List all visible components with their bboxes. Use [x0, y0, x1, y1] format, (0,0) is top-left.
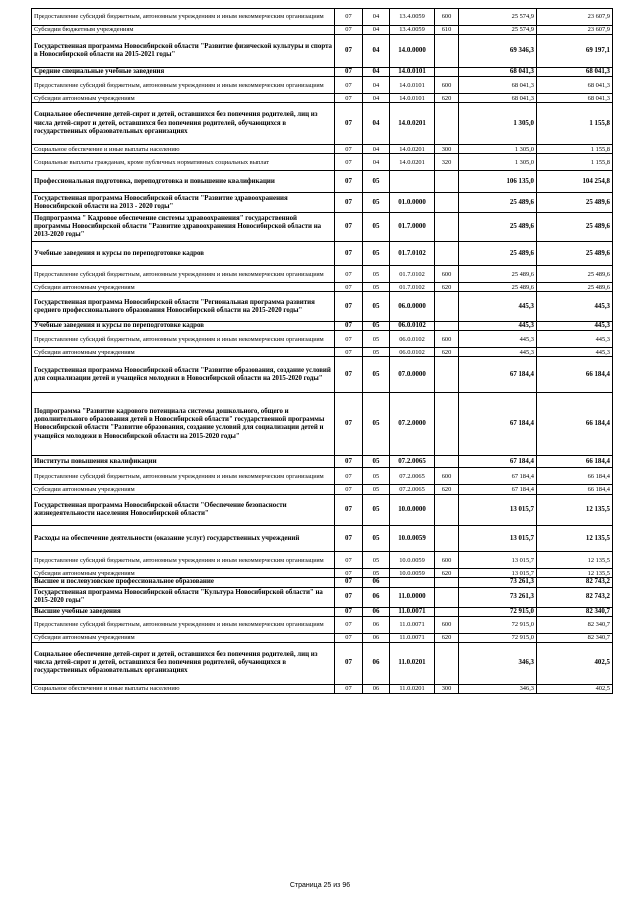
cell-pr: 05 — [363, 456, 390, 468]
cell-rz: 07 — [335, 616, 363, 633]
cell-rz: 07 — [335, 393, 363, 456]
cell-name: Профессиональная подготовка, переподготовка и повышение квалификации — [32, 171, 335, 193]
cell-rz: 07 — [335, 26, 363, 35]
cell-rz: 07 — [335, 569, 363, 578]
cell-csr: 14.0.0101 — [390, 68, 435, 77]
cell-s2: 445,3 — [537, 348, 613, 357]
cell-pr: 06 — [363, 642, 390, 684]
cell-s2: 402,5 — [537, 684, 613, 693]
cell-vr — [435, 292, 459, 322]
cell-rz: 07 — [335, 468, 363, 485]
budget-table — [31, 8, 613, 694]
cell-pr: 06 — [363, 607, 390, 616]
cell-name: Средние специальные учебные заведения — [32, 68, 335, 77]
table-row — [32, 322, 613, 331]
cell-s1: 69 346,3 — [459, 35, 537, 68]
cell-s2: 23 607,9 — [537, 26, 613, 35]
cell-pr: 05 — [363, 569, 390, 578]
cell-s1: 445,3 — [459, 322, 537, 331]
cell-pr: 05 — [363, 393, 390, 456]
cell-s2: 402,5 — [537, 642, 613, 684]
cell-csr: 14.0.0101 — [390, 77, 435, 94]
table-row — [32, 103, 613, 145]
cell-s2: 1 155,8 — [537, 154, 613, 171]
cell-s1: 67 184,4 — [459, 456, 537, 468]
cell-rz: 07 — [335, 642, 363, 684]
cell-csr: 01.7.0102 — [390, 242, 435, 266]
cell-s1: 68 041,3 — [459, 68, 537, 77]
cell-s1: 72 915,0 — [459, 607, 537, 616]
cell-name: Институты повышения квалификации — [32, 456, 335, 468]
cell-name: Предоставление субсидий бюджетным, автономным учреждениям и иным некоммерческим организациям — [32, 266, 335, 283]
cell-name: Подпрограмма "Развитие кадрового потенциала системы дошкольного, общего и дополнительного образования детей в Новосибирской области" государственной программы Новосибирской области "Развитие образования, создание условий для социализации детей и учащейся молодежи в Новосибирской области на 2015-2020 годы" — [32, 393, 335, 456]
cell-s2: 68 041,3 — [537, 68, 613, 77]
cell-rz: 07 — [335, 68, 363, 77]
cell-s1: 72 915,0 — [459, 633, 537, 642]
cell-s1: 106 135,0 — [459, 171, 537, 193]
cell-s1: 13 015,7 — [459, 495, 537, 526]
cell-s2: 69 197,1 — [537, 35, 613, 68]
cell-vr — [435, 171, 459, 193]
cell-csr: 10.0.0059 — [390, 552, 435, 569]
cell-name: Высшее и послевузовское профессиональное образование — [32, 578, 335, 587]
cell-s2: 1 155,8 — [537, 145, 613, 154]
cell-s2: 23 607,9 — [537, 9, 613, 26]
cell-s2: 12 135,5 — [537, 495, 613, 526]
table-row — [32, 456, 613, 468]
cell-pr: 04 — [363, 154, 390, 171]
cell-rz: 07 — [335, 266, 363, 283]
cell-vr — [435, 68, 459, 77]
cell-pr: 05 — [363, 485, 390, 495]
cell-vr: 600 — [435, 77, 459, 94]
cell-rz: 07 — [335, 242, 363, 266]
cell-rz: 07 — [335, 193, 363, 213]
table-row — [32, 94, 613, 103]
cell-vr — [435, 35, 459, 68]
cell-name: Учебные заведения и курсы по переподготовке кадров — [32, 322, 335, 331]
cell-vr: 620 — [435, 283, 459, 292]
cell-csr: 11.0.0071 — [390, 607, 435, 616]
cell-rz: 07 — [335, 9, 363, 26]
table-row — [32, 468, 613, 485]
cell-csr: 07.2.0000 — [390, 393, 435, 456]
table-row — [32, 213, 613, 242]
cell-csr: 01.7.0102 — [390, 283, 435, 292]
cell-s2: 82 743,2 — [537, 587, 613, 607]
cell-rz: 07 — [335, 171, 363, 193]
cell-vr: 610 — [435, 26, 459, 35]
cell-csr: 06.0.0000 — [390, 292, 435, 322]
cell-s2: 12 135,5 — [537, 569, 613, 578]
cell-s2: 104 254,8 — [537, 171, 613, 193]
cell-s1: 346,3 — [459, 642, 537, 684]
cell-rz: 07 — [335, 578, 363, 587]
table-row — [32, 145, 613, 154]
cell-csr: 11.0.0000 — [390, 587, 435, 607]
cell-name: Предоставление субсидий бюджетным, автономным учреждениям и иным некоммерческим организациям — [32, 77, 335, 94]
cell-csr: 06.0.0102 — [390, 348, 435, 357]
cell-name: Государственная программа Новосибирской области "Развитие физической культуры и спорта в Новосибирской области на 2015-2021 годы" — [32, 35, 335, 68]
table-row — [32, 26, 613, 35]
cell-pr: 04 — [363, 26, 390, 35]
cell-s1: 445,3 — [459, 292, 537, 322]
cell-vr — [435, 393, 459, 456]
cell-pr: 05 — [363, 171, 390, 193]
cell-name: Расходы на обеспечение деятельности (оказание услуг) государственных учреждений — [32, 526, 335, 552]
table-row — [32, 569, 613, 578]
cell-csr: 07.2.0065 — [390, 485, 435, 495]
cell-csr: 01.7.0000 — [390, 213, 435, 242]
cell-name: Предоставление субсидий бюджетным, автономным учреждениям и иным некоммерческим организациям — [32, 552, 335, 569]
cell-rz: 07 — [335, 283, 363, 292]
cell-csr: 11.0.0201 — [390, 684, 435, 693]
cell-vr — [435, 526, 459, 552]
cell-csr: 11.0.0201 — [390, 642, 435, 684]
cell-s2: 82 340,7 — [537, 607, 613, 616]
cell-vr — [435, 607, 459, 616]
cell-rz: 07 — [335, 495, 363, 526]
cell-s2: 25 489,6 — [537, 193, 613, 213]
cell-csr: 14.0.0201 — [390, 145, 435, 154]
cell-s2: 445,3 — [537, 331, 613, 348]
cell-s1: 1 305,0 — [459, 103, 537, 145]
cell-vr: 620 — [435, 94, 459, 103]
cell-name: Подпрограмма " Кадровое обеспечение системы здравоохранения" государственной программы Новосибирской области "Развитие здравоохранения Новосибирской области на 2013-2020 годы" — [32, 213, 335, 242]
cell-csr — [390, 171, 435, 193]
cell-name: Государственная программа Новосибирской области "Развитие образования, создание условий для социализации детей и учащейся молодежи в Новосибирской области на 2015-2020 годы" — [32, 357, 335, 393]
table-row — [32, 154, 613, 171]
cell-s2: 12 135,5 — [537, 552, 613, 569]
cell-rz: 07 — [335, 526, 363, 552]
cell-csr: 07.2.0065 — [390, 468, 435, 485]
cell-pr: 05 — [363, 357, 390, 393]
cell-csr: 01.0.0000 — [390, 193, 435, 213]
cell-name: Субсидии автономным учреждениям — [32, 94, 335, 103]
cell-vr: 600 — [435, 552, 459, 569]
cell-name: Социальное обеспечение детей-сирот и детей, оставшихся без попечения родителей, лиц из числа детей-сирот и детей, оставшихся без попечения родителей, обучающихся в государственных образовательных организациях — [32, 103, 335, 145]
cell-pr: 05 — [363, 495, 390, 526]
cell-csr: 06.0.0102 — [390, 331, 435, 348]
cell-name: Учебные заведения и курсы по переподготовке кадров — [32, 242, 335, 266]
cell-pr: 04 — [363, 35, 390, 68]
cell-vr: 600 — [435, 266, 459, 283]
cell-pr: 05 — [363, 552, 390, 569]
cell-pr: 04 — [363, 94, 390, 103]
cell-rz: 07 — [335, 292, 363, 322]
cell-pr: 05 — [363, 193, 390, 213]
cell-name: Государственная программа Новосибирской области "Развитие здравоохранения Новосибирской области на 2013 - 2020 годы" — [32, 193, 335, 213]
cell-s1: 67 184,4 — [459, 357, 537, 393]
cell-s1: 68 041,3 — [459, 77, 537, 94]
cell-s1: 25 574,9 — [459, 26, 537, 35]
cell-pr: 05 — [363, 348, 390, 357]
cell-name: Предоставление субсидий бюджетным, автономным учреждениям и иным некоммерческим организациям — [32, 9, 335, 26]
cell-s2: 25 489,6 — [537, 283, 613, 292]
cell-s1: 67 184,4 — [459, 468, 537, 485]
cell-name: Высшие учебные заведения — [32, 607, 335, 616]
cell-s2: 1 155,8 — [537, 103, 613, 145]
cell-pr: 05 — [363, 292, 390, 322]
cell-vr — [435, 456, 459, 468]
cell-s2: 82 340,7 — [537, 616, 613, 633]
page-number: Страница 25 из 96 — [289, 882, 351, 889]
cell-rz: 07 — [335, 213, 363, 242]
cell-rz: 07 — [335, 357, 363, 393]
cell-csr: 13.4.0059 — [390, 26, 435, 35]
table-row — [32, 587, 613, 607]
table-row — [32, 495, 613, 526]
cell-vr: 620 — [435, 569, 459, 578]
cell-csr: 10.0.0059 — [390, 526, 435, 552]
cell-rz: 07 — [335, 684, 363, 693]
cell-s1: 73 261,3 — [459, 587, 537, 607]
table-row — [32, 616, 613, 633]
cell-s1: 1 305,0 — [459, 145, 537, 154]
cell-vr — [435, 193, 459, 213]
cell-s1: 346,3 — [459, 684, 537, 693]
cell-vr: 600 — [435, 616, 459, 633]
cell-s1: 25 489,6 — [459, 193, 537, 213]
cell-name: Предоставление субсидий бюджетным, автономным учреждениям и иным некоммерческим организациям — [32, 331, 335, 348]
cell-vr: 300 — [435, 145, 459, 154]
cell-name: Государственная программа Новосибирской области "Культура Новосибирской области" на 2015-2020 годы" — [32, 587, 335, 607]
cell-pr: 04 — [363, 145, 390, 154]
cell-s2: 68 041,3 — [537, 94, 613, 103]
cell-vr — [435, 213, 459, 242]
table-row — [32, 348, 613, 357]
cell-pr: 05 — [363, 213, 390, 242]
cell-csr: 14.0.0101 — [390, 94, 435, 103]
cell-rz: 07 — [335, 77, 363, 94]
table-row — [32, 607, 613, 616]
cell-s2: 66 184,4 — [537, 456, 613, 468]
cell-vr: 620 — [435, 485, 459, 495]
cell-s1: 25 489,6 — [459, 242, 537, 266]
cell-s2: 82 743,2 — [537, 578, 613, 587]
cell-rz: 07 — [335, 145, 363, 154]
cell-pr: 04 — [363, 77, 390, 94]
cell-s2: 445,3 — [537, 322, 613, 331]
cell-rz: 07 — [335, 348, 363, 357]
cell-s1: 72 915,0 — [459, 616, 537, 633]
cell-pr: 06 — [363, 578, 390, 587]
cell-rz: 07 — [335, 322, 363, 331]
cell-csr: 07.0.0000 — [390, 357, 435, 393]
cell-s2: 66 184,4 — [537, 393, 613, 456]
cell-csr: 13.4.0059 — [390, 9, 435, 26]
cell-s2: 66 184,4 — [537, 485, 613, 495]
table-row — [32, 193, 613, 213]
cell-s1: 1 305,0 — [459, 154, 537, 171]
table-row — [32, 283, 613, 292]
cell-s1: 25 489,6 — [459, 266, 537, 283]
table-row — [32, 292, 613, 322]
table-row — [32, 485, 613, 495]
cell-vr — [435, 103, 459, 145]
table-row — [32, 68, 613, 77]
cell-name: Субсидии автономным учреждениям — [32, 348, 335, 357]
table-row — [32, 393, 613, 456]
cell-name: Социальное обеспечение детей-сирот и детей, оставшихся без попечения родителей, лиц из числа детей-сирот и детей, оставшихся без попечения родителей, обучающихся в государственных образовательных организациях — [32, 642, 335, 684]
cell-s1: 67 184,4 — [459, 485, 537, 495]
cell-csr — [390, 578, 435, 587]
cell-s2: 66 184,4 — [537, 468, 613, 485]
cell-vr — [435, 587, 459, 607]
cell-s2: 68 041,3 — [537, 77, 613, 94]
cell-vr: 600 — [435, 9, 459, 26]
cell-name: Социальные выплаты гражданам, кроме публичных нормативных социальных выплат — [32, 154, 335, 171]
table-row — [32, 242, 613, 266]
cell-pr: 05 — [363, 242, 390, 266]
cell-s2: 66 184,4 — [537, 357, 613, 393]
cell-pr: 06 — [363, 616, 390, 633]
cell-vr — [435, 642, 459, 684]
cell-rz: 07 — [335, 552, 363, 569]
cell-rz: 07 — [335, 587, 363, 607]
table-row — [32, 552, 613, 569]
cell-pr: 04 — [363, 9, 390, 26]
cell-rz: 07 — [335, 485, 363, 495]
cell-pr: 04 — [363, 103, 390, 145]
cell-s1: 445,3 — [459, 348, 537, 357]
cell-csr: 06.0.0102 — [390, 322, 435, 331]
cell-name: Социальное обеспечение и иные выплаты населению — [32, 684, 335, 693]
table-row — [32, 266, 613, 283]
cell-s1: 73 261,3 — [459, 578, 537, 587]
cell-pr: 06 — [363, 633, 390, 642]
table-row — [32, 578, 613, 587]
cell-csr: 14.0.0000 — [390, 35, 435, 68]
cell-csr: 07.2.0065 — [390, 456, 435, 468]
cell-vr: 620 — [435, 633, 459, 642]
cell-name: Государственная программа Новосибирской области "Региональная программа развития среднего профессионального образования Новосибирской области на 2015-2020 годы" — [32, 292, 335, 322]
table-row — [32, 642, 613, 684]
cell-name: Субсидии автономным учреждениям — [32, 569, 335, 578]
cell-vr — [435, 495, 459, 526]
table-row — [32, 77, 613, 94]
cell-vr: 600 — [435, 468, 459, 485]
cell-pr: 05 — [363, 526, 390, 552]
cell-pr: 05 — [363, 283, 390, 292]
table-row — [32, 357, 613, 393]
cell-s1: 13 015,7 — [459, 526, 537, 552]
cell-s1: 25 489,6 — [459, 213, 537, 242]
cell-name: Субсидии автономным учреждениям — [32, 485, 335, 495]
cell-s2: 82 340,7 — [537, 633, 613, 642]
cell-vr: 620 — [435, 348, 459, 357]
cell-rz: 07 — [335, 94, 363, 103]
cell-vr — [435, 578, 459, 587]
cell-rz: 07 — [335, 154, 363, 171]
cell-rz: 07 — [335, 103, 363, 145]
cell-s2: 25 489,6 — [537, 242, 613, 266]
cell-name: Социальное обеспечение и иные выплаты населению — [32, 145, 335, 154]
cell-s1: 68 041,3 — [459, 94, 537, 103]
cell-rz: 07 — [335, 456, 363, 468]
table-row — [32, 9, 613, 26]
cell-s2: 12 135,5 — [537, 526, 613, 552]
cell-name: Субсидии бюджетным учреждениям — [32, 26, 335, 35]
cell-pr: 04 — [363, 68, 390, 77]
cell-vr: 300 — [435, 684, 459, 693]
cell-name: Предоставление субсидий бюджетным, автономным учреждениям и иным некоммерческим организациям — [32, 616, 335, 633]
table-row — [32, 526, 613, 552]
cell-pr: 05 — [363, 468, 390, 485]
cell-s1: 67 184,4 — [459, 393, 537, 456]
table-row — [32, 35, 613, 68]
cell-pr: 05 — [363, 322, 390, 331]
cell-vr: 600 — [435, 331, 459, 348]
cell-pr: 06 — [363, 587, 390, 607]
cell-pr: 06 — [363, 684, 390, 693]
cell-csr: 11.0.0071 — [390, 616, 435, 633]
budget-table-body — [32, 9, 613, 694]
cell-s1: 13 015,7 — [459, 552, 537, 569]
table-row — [32, 331, 613, 348]
table-row — [32, 633, 613, 642]
cell-pr: 05 — [363, 331, 390, 348]
cell-pr: 05 — [363, 266, 390, 283]
cell-s2: 25 489,6 — [537, 213, 613, 242]
cell-vr — [435, 242, 459, 266]
table-row — [32, 684, 613, 693]
cell-s1: 445,3 — [459, 331, 537, 348]
cell-csr: 01.7.0102 — [390, 266, 435, 283]
cell-rz: 07 — [335, 35, 363, 68]
cell-csr: 10.0.0059 — [390, 569, 435, 578]
cell-csr: 14.0.0201 — [390, 154, 435, 171]
cell-vr — [435, 357, 459, 393]
cell-csr: 14.0.0201 — [390, 103, 435, 145]
cell-csr: 10.0.0000 — [390, 495, 435, 526]
cell-name: Государственная программа Новосибирской области "Обеспечение безопасности жизнедеятельности населения Новосибирской области" — [32, 495, 335, 526]
cell-vr — [435, 322, 459, 331]
cell-vr: 320 — [435, 154, 459, 171]
cell-s1: 25 574,9 — [459, 9, 537, 26]
cell-csr: 11.0.0071 — [390, 633, 435, 642]
cell-s2: 445,3 — [537, 292, 613, 322]
cell-s1: 13 015,7 — [459, 569, 537, 578]
cell-rz: 07 — [335, 607, 363, 616]
cell-s1: 25 489,6 — [459, 283, 537, 292]
table-row — [32, 171, 613, 193]
cell-name: Субсидии автономным учреждениям — [32, 633, 335, 642]
cell-s2: 25 489,6 — [537, 266, 613, 283]
cell-name: Субсидии автономным учреждениям — [32, 283, 335, 292]
cell-name: Предоставление субсидий бюджетным, автономным учреждениям и иным некоммерческим организациям — [32, 468, 335, 485]
cell-rz: 07 — [335, 633, 363, 642]
cell-rz: 07 — [335, 331, 363, 348]
